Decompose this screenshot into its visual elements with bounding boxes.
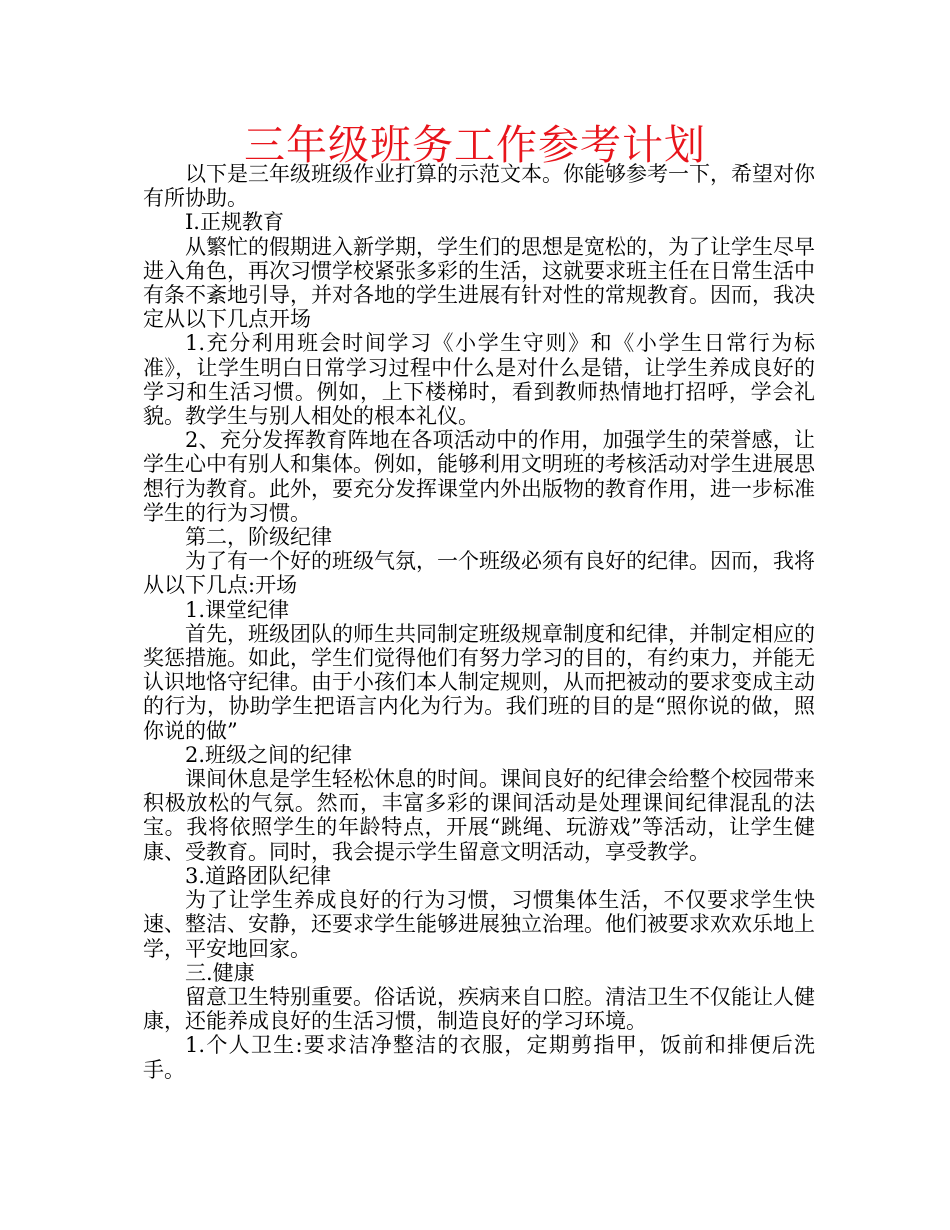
paragraph: 首先，班级团队的师生共同制定班级规章制度和纪律，并制定相应的奖惩措施。如此，学生们觉得他们有努力学习的目的，有约束力，并能无认识地恪守纪律。由于小孩们本人制定规则，从而把被动的要求变成主动的行为，协助学生把语言内化为行为。我们班的目的是“照你说的做，照你说的做” bbox=[143, 621, 815, 743]
paragraph: 从繁忙的假期进入新学期，学生们的思想是宽松的，为了让学生尽早进入角色，再次习惯学校紧张多彩的生活，这就要求班主任在日常生活中有条不紊地引导，并对各地的学生进展有针对性的常规教育。因而，我决定从以下几点开场 bbox=[143, 234, 815, 332]
paragraph: 为了让学生养成良好的行为习惯，习惯集体生活，不仅要求学生快速、整洁、安静，还要求学生能够进展独立治理。他们被要求欢欢乐地上学，平安地回家。 bbox=[143, 888, 815, 961]
document-body bbox=[143, 162, 815, 1082]
paragraph: 三.健康 bbox=[185, 960, 255, 985]
paragraph: 为了有一个好的班级气氛，一个班级必须有良好的纪律。因而，我将从以下几点:开场 bbox=[143, 549, 815, 598]
paragraph: Ⅰ.正规教育 bbox=[185, 210, 284, 235]
paragraph: 1.个人卫生:要求洁净整洁的衣服，定期剪指甲，饭前和排便后洗手。 bbox=[143, 1033, 815, 1082]
paragraph: 3.道路团队纪律 bbox=[185, 863, 332, 888]
paragraph: 以下是三年级班级作业打算的示范文本。你能够参考一下，希望对你有所协助。 bbox=[143, 162, 815, 211]
paragraph: 2、充分发挥教育阵地在各项活动中的作用，加强学生的荣誉感，让学生心中有别人和集体。例如，能够利用文明班的考核活动对学生进展思想行为教育。此外，要充分发挥课堂内外出版物的教育作用，进一步标准学生的行为习惯。 bbox=[143, 428, 815, 525]
paragraph: 第二，阶级纪律 bbox=[185, 525, 332, 550]
paragraph: 1.课堂纪律 bbox=[185, 597, 290, 622]
paragraph: 2.班级之间的纪律 bbox=[185, 742, 353, 767]
paragraph: 课间休息是学生轻松休息的时间。课间良好的纪律会给整个校园带来积极放松的气氛。然而，丰富多彩的课间活动是处理课间纪律混乱的法宝。我将依照学生的年龄特点，开展“跳绳、玩游戏”等活动，让学生健康、受教育。同时，我会提示学生留意文明活动，享受教学。 bbox=[143, 767, 815, 864]
paragraph: 留意卫生特别重要。俗话说，疾病来自口腔。清洁卫生不仅能让人健康，还能养成良好的生活习惯，制造良好的学习环境。 bbox=[143, 984, 815, 1034]
document-title: 三年级班务工作参考计划 bbox=[244, 121, 706, 169]
paragraph: 1.充分利用班会时间学习《小学生守则》和《小学生日常行为标准》，让学生明白日常学习过程中什么是对什么是错，让学生养成良好的学习和生活习惯。例如，上下楼梯时，看到教师热情地打招呼，学会礼貌。教学生与别人相处的根本礼仪。 bbox=[143, 331, 815, 429]
